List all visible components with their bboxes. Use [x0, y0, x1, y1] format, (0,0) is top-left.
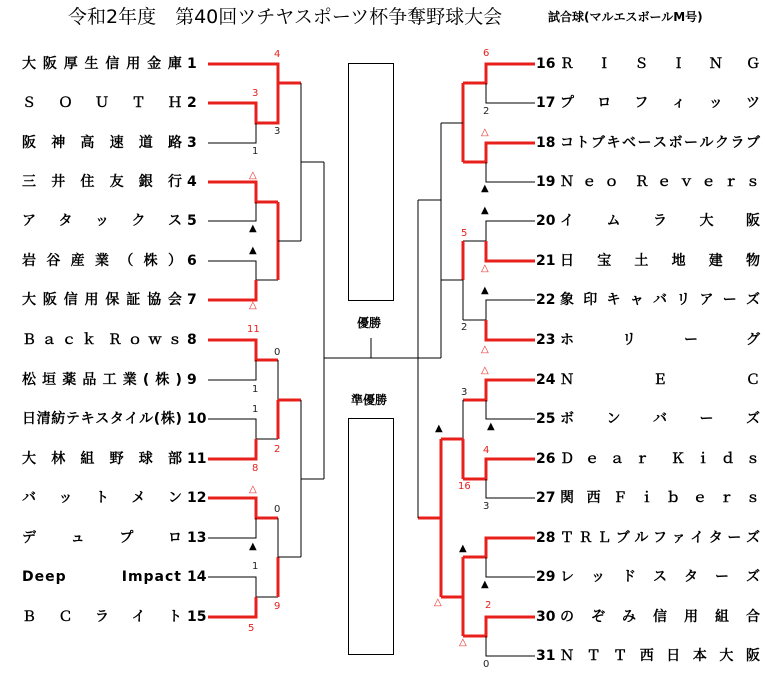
team-number: 21 [536, 253, 556, 269]
team-number: 20 [536, 213, 556, 229]
score: 11 [247, 324, 260, 335]
score: 16 [458, 481, 471, 492]
team-row [0, 646, 765, 666]
team-name: Ｂ Ｃ ラ イ ト [22, 609, 182, 625]
open-triangle-icon: △ [249, 484, 257, 495]
team-number: 28 [536, 530, 556, 546]
open-triangle-icon: △ [459, 637, 467, 648]
team-name: ア タ ッ ク ス [22, 213, 182, 229]
team-number: 19 [536, 174, 556, 190]
score: 1 [252, 384, 259, 395]
team-number: 23 [536, 332, 556, 348]
team-row [0, 172, 765, 192]
team-name: Deep Impact [22, 569, 182, 585]
score: 9 [274, 601, 281, 612]
team-name: プ ロ フ ィ ッ ツ [560, 95, 760, 111]
team-name: Ｂ ａ ｃ ｋ Ｒ ｏ ｗ ｓ [22, 332, 182, 348]
team-number: 29 [536, 569, 556, 585]
team-name: 日 宝 土 地 建 物 [560, 253, 760, 269]
team-number: 9 [187, 372, 197, 388]
team-number: 27 [536, 490, 556, 506]
team-name: バ ッ ト メ ン [22, 490, 182, 506]
page-title: 令和2年度 第40回ツチヤスポーツ杯争奪野球大会 [68, 6, 503, 28]
team-name: Ｔ Ｒ Ｌ ブ ル フ ァ イ タ ー ズ [560, 530, 760, 546]
team-row [0, 528, 765, 548]
team-row [0, 449, 765, 469]
team-name: 日 清 紡 テ キ ス タ イ ル ( 株 ) [22, 411, 182, 427]
team-number: 15 [187, 609, 207, 625]
team-name: 三 井 住 友 銀 行 [22, 174, 182, 190]
score: 2 [483, 106, 490, 117]
team-number: 12 [187, 490, 207, 506]
filled-triangle-icon: ▲ [249, 245, 257, 256]
score: 3 [274, 126, 281, 137]
team-name: コ ト ブ キ ベ ー ス ボ ー ル ク ラ ブ [560, 135, 760, 151]
runner-up-label: 準優勝 [351, 393, 388, 407]
score: 5 [248, 623, 255, 634]
team-name: ホ リ ー グ [560, 332, 760, 348]
open-triangle-icon: △ [481, 344, 489, 355]
score: 0 [274, 504, 281, 515]
score: 2 [274, 444, 281, 455]
open-triangle-icon: △ [481, 365, 489, 376]
team-number: 18 [536, 135, 556, 151]
score: 0 [274, 347, 281, 358]
team-row [0, 567, 765, 587]
team-number: 11 [187, 451, 207, 467]
team-number: 10 [187, 411, 207, 427]
filled-triangle-icon: ▲ [481, 205, 489, 216]
team-number: 16 [536, 56, 556, 72]
score: 1 [252, 561, 259, 572]
score: 8 [252, 463, 259, 474]
team-number: 7 [187, 292, 197, 308]
open-triangle-icon: △ [481, 127, 489, 138]
team-number: 14 [187, 569, 207, 585]
team-number: 31 [536, 648, 556, 664]
team-row [0, 370, 765, 390]
team-name: 松 垣 薬 品 工 業 ( 株 ) [22, 372, 182, 388]
team-number: 5 [187, 213, 197, 229]
team-row [0, 133, 765, 153]
filled-triangle-icon: ▲ [481, 285, 489, 296]
team-number: 24 [536, 372, 556, 388]
team-name: イ ム ラ 大 阪 [560, 213, 760, 229]
open-triangle-icon: △ [249, 170, 257, 181]
team-row [0, 330, 765, 350]
filled-triangle-icon: ▲ [435, 423, 443, 434]
team-name: Ｄ ｅ ａ ｒ Ｋ ｉ ｄ ｓ [560, 451, 760, 467]
open-triangle-icon: △ [249, 300, 257, 311]
filled-triangle-icon: ▲ [249, 541, 257, 552]
team-name: 関 西 Ｆ ｉ ｂ ｅ ｒ ｓ [560, 490, 760, 506]
team-row [0, 607, 765, 627]
team-name: レ ッ ド ス タ ー ズ [560, 569, 760, 585]
score: 1 [252, 146, 259, 157]
team-number: 4 [187, 174, 197, 190]
filled-triangle-icon: ▲ [481, 579, 489, 590]
team-name: 阪 神 高 速 道 路 [22, 135, 182, 151]
filled-triangle-icon: ▲ [459, 543, 467, 554]
team-number: 22 [536, 292, 556, 308]
team-row [0, 488, 765, 508]
team-row [0, 290, 765, 310]
team-name: の ぞ み 信 用 組 合 [560, 609, 760, 625]
page-subtitle: 試合球(マルエスボールM号) [548, 10, 703, 24]
team-number: 26 [536, 451, 556, 467]
team-name: 岩 谷 産 業 （ 株 ） [22, 253, 182, 269]
team-number: 25 [536, 411, 556, 427]
open-triangle-icon: △ [434, 597, 442, 608]
open-triangle-icon: △ [481, 263, 489, 274]
team-number: 1 [187, 56, 197, 72]
filled-triangle-icon: ▲ [249, 223, 257, 234]
score: 0 [483, 659, 490, 670]
filled-triangle-icon: ▲ [481, 183, 489, 194]
team-number: 8 [187, 332, 197, 348]
score: 4 [274, 49, 281, 60]
team-name: デ ュ プ ロ [22, 530, 182, 546]
team-number: 13 [187, 530, 207, 546]
team-row [0, 93, 765, 113]
team-name: Ｓ Ｏ Ｕ Ｔ Ｈ [22, 95, 182, 111]
team-name: 大 阪 厚 生 信 用 金 庫 [22, 56, 182, 72]
score: 2 [461, 322, 468, 333]
team-row [0, 251, 765, 271]
team-number: 3 [187, 135, 197, 151]
team-name: 大 林 組 野 球 部 [22, 451, 182, 467]
team-row [0, 54, 765, 74]
score: 1 [252, 404, 259, 415]
champion-label: 優勝 [357, 316, 382, 330]
score: 4 [483, 445, 490, 456]
team-name: 大 阪 信 用 保 証 協 会 [22, 292, 182, 308]
score: 5 [461, 228, 468, 239]
team-name: ボ ン バ ー ズ [560, 411, 760, 427]
team-name: Ｒ Ｉ Ｓ Ｉ Ｎ Ｇ [560, 56, 760, 72]
score: 3 [252, 88, 259, 99]
team-row [0, 409, 765, 429]
score: 3 [483, 501, 490, 512]
score: 6 [483, 48, 490, 59]
team-row [0, 211, 765, 231]
score: 3 [461, 387, 468, 398]
team-name: Ｎ ｅ ｏ Ｒ ｅ ｖ ｅ ｒ ｓ [560, 174, 760, 190]
team-number: 6 [187, 253, 197, 269]
team-number: 17 [536, 95, 556, 111]
team-name: Ｎ Ｔ Ｔ 西 日 本 大 阪 [560, 648, 760, 664]
team-number: 2 [187, 95, 197, 111]
score: 2 [485, 600, 492, 611]
team-name: 象 印 キ ャ バ リ ア ー ズ [560, 292, 760, 308]
team-name: Ｎ Ｅ Ｃ [560, 372, 760, 388]
team-number: 30 [536, 609, 556, 625]
filled-triangle-icon: ▲ [487, 421, 495, 432]
